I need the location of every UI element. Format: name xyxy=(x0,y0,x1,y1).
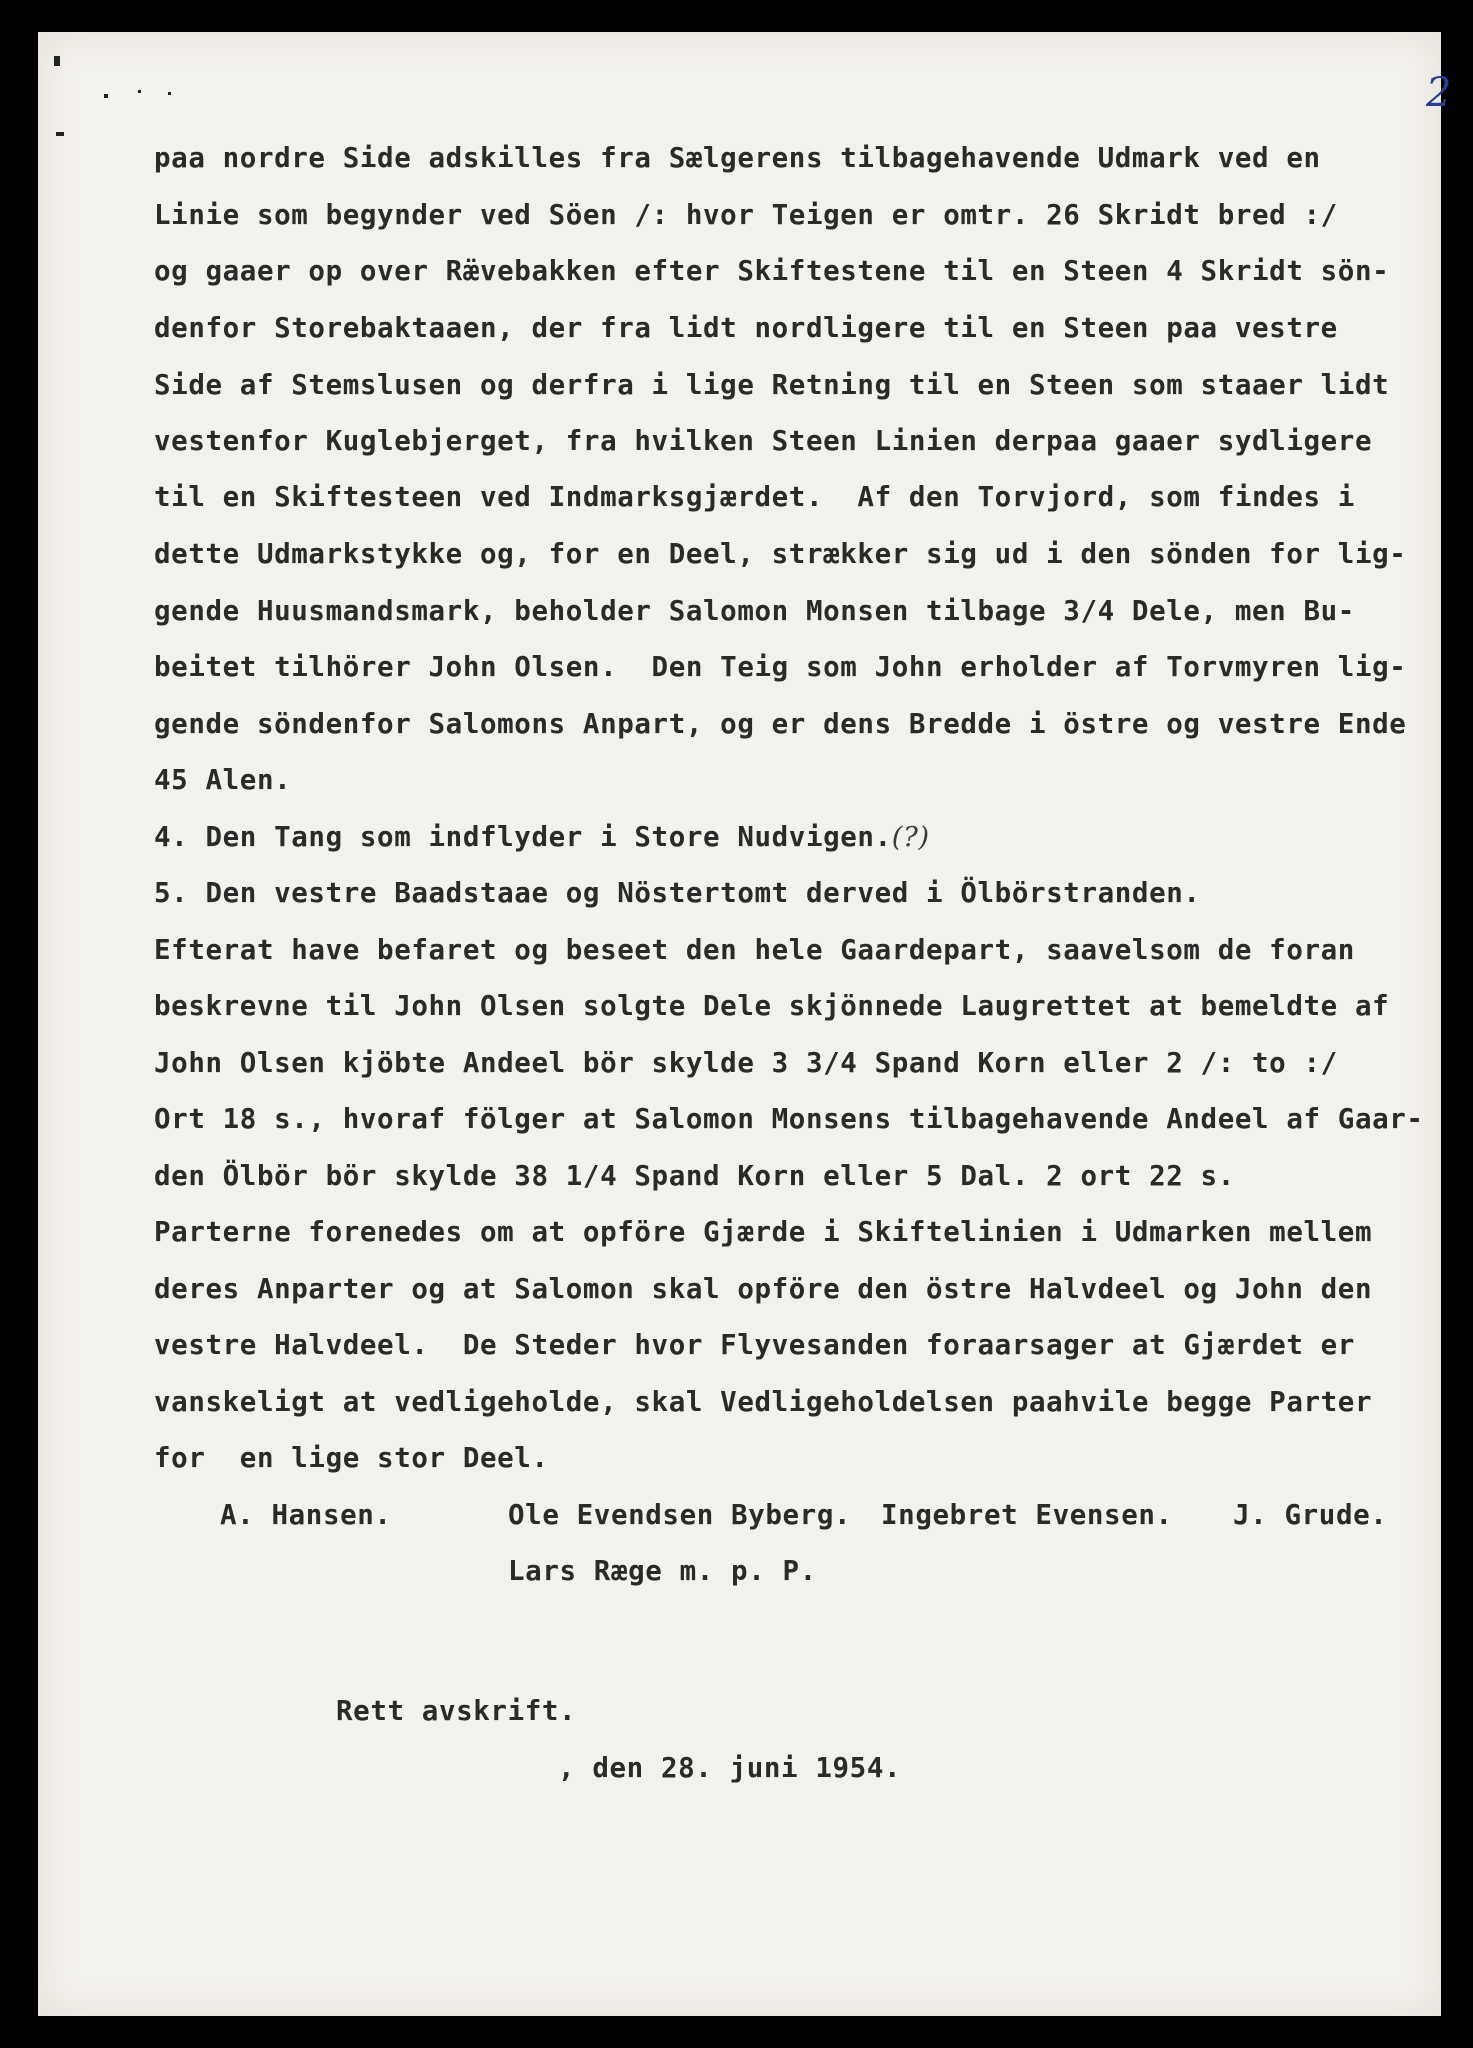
body-line: Parterne forenedes om at opföre Gjærde i Skiftelinien i Udmarken mellem xyxy=(154,1216,1373,1248)
body-line: 45 Alen. xyxy=(154,764,292,796)
speck xyxy=(104,94,108,98)
item-4-text: 4. Den Tang som indflyder i Store Nudvigen. xyxy=(154,821,892,853)
signature-name: J. Grude. xyxy=(1233,1499,1388,1531)
body-line: beitet tilhörer John Olsen. Den Teig som John erholder af Torvmyren lig- xyxy=(154,651,1407,683)
handwritten-query-mark: (?) xyxy=(891,821,930,853)
body-line: Linie som begynder ved Söen /: hvor Teigen er omtr. 26 Skridt bred :/ xyxy=(154,199,1338,231)
hole-punch-mark xyxy=(56,132,64,136)
body-line: vestre Halvdeel. De Steder hvor Flyvesanden foraarsager at Gjærdet er xyxy=(154,1329,1355,1361)
page-number: 2 xyxy=(1426,70,1452,116)
body-line: Ort 18 s., hvoraf fölger at Salomon Monsens tilbagehavende Andeel af Gaar- xyxy=(154,1103,1424,1135)
body-line: 5. Den vestre Baadstaae og Nöstertomt derved i Ölbörstranden. xyxy=(154,877,1201,909)
body-line: Efterat have befaret og beseet den hele Gaardepart, saavelsom de foran xyxy=(154,934,1355,966)
speck xyxy=(138,90,141,93)
signature-name: A. Hansen. xyxy=(220,1499,392,1531)
body-line: denfor Storebaktaaen, der fra lidt nordligere til en Steen paa vestre xyxy=(154,312,1338,344)
body-line: til en Skiftesteen ved Indmarksgjærdet. Af den Torvjord, som findes i xyxy=(154,481,1355,513)
hole-punch-mark xyxy=(54,56,60,66)
body-line: paa nordre Side adskilles fra Sælgerens tilbagehavende Udmark ved en xyxy=(154,142,1321,174)
signature-name: Ingebret Evensen. xyxy=(881,1499,1173,1531)
document-page xyxy=(38,32,1452,2016)
certification-text: Rett avskrift. xyxy=(336,1695,577,1727)
certification-date: , den 28. juni 1954. xyxy=(558,1752,902,1784)
body-line: deres Anparter og at Salomon skal opföre den östre Halvdeel og John den xyxy=(154,1273,1373,1305)
speck xyxy=(168,92,171,95)
body-line xyxy=(154,821,930,853)
body-line: og gaaer op over Ræ̈vebakken efter Skiftestene til en Steen 4 Skridt sön- xyxy=(154,255,1390,287)
body-line: beskrevne til John Olsen solgte Dele skjönnede Laugrettet at bemeldte af xyxy=(154,990,1390,1022)
body-line: vestenfor Kuglebjerget, fra hvilken Steen Linien derpaa gaaer sydligere xyxy=(154,425,1373,457)
body-line: gende Huusmandsmark, beholder Salomon Monsen tilbage 3/4 Dele, men Bu- xyxy=(154,595,1355,627)
body-line: den Ölbör bör skylde 38 1/4 Spand Korn eller 5 Dal. 2 ort 22 s. xyxy=(154,1160,1235,1192)
body-line: gende söndenfor Salomons Anpart, og er dens Bredde i östre og vestre Ende xyxy=(154,708,1407,740)
body-line: for en lige stor Deel. xyxy=(154,1442,549,1474)
signature-name: Ole Evendsen Byberg. xyxy=(508,1499,852,1531)
body-line: vanskeligt at vedligeholde, skal Vedligeholdelsen paahvile begge Parter xyxy=(154,1386,1373,1418)
signature-name: Lars Ræge m. p. P. xyxy=(508,1555,817,1587)
body-line: Side af Stemslusen og derfra i lige Retning til en Steen som staaer lidt xyxy=(154,369,1390,401)
body-line: dette Udmarkstykke og, for en Deel, strækker sig ud i den sönden for lig- xyxy=(154,538,1407,570)
body-line: John Olsen kjöbte Andeel bör skylde 3 3/4 Spand Korn eller 2 /: to :/ xyxy=(154,1047,1338,1079)
